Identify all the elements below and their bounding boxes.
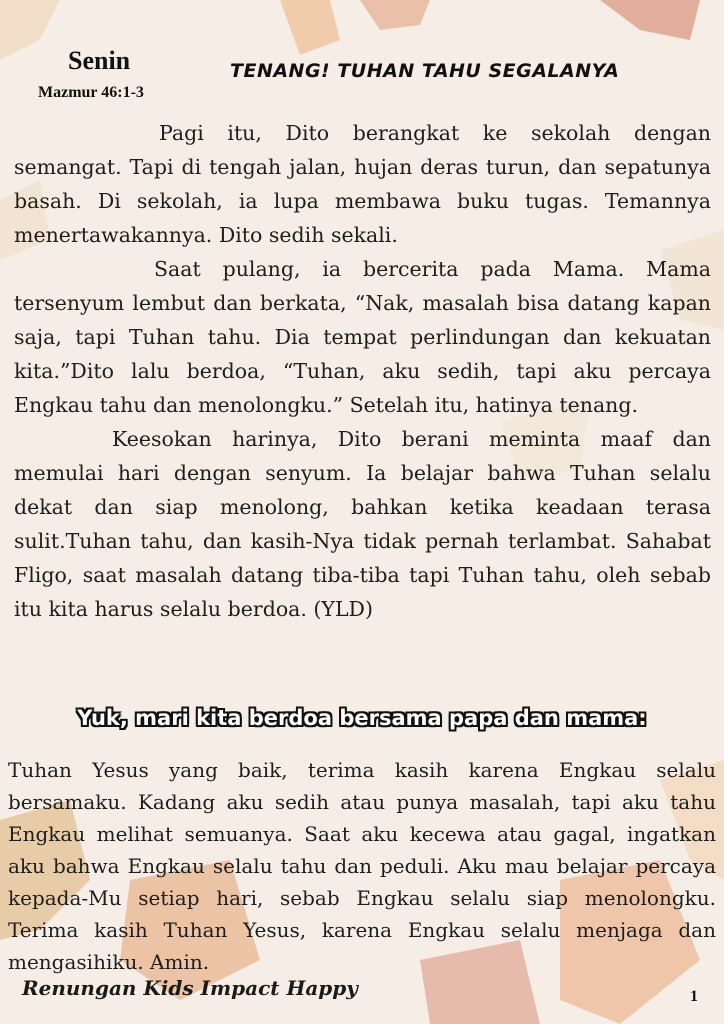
day-label: Senin xyxy=(68,46,131,75)
footer-brand: Renungan Kids Impact Happy xyxy=(22,976,358,1000)
story-paragraph: Keesokan harinya, Dito berani meminta maaf dan memulai hari dengan senyum. Ia belajar bahwa Tuhan selalu dekat dan siap menolong, bahkan ketika keadaan terasa sulit.Tuhan tahu, dan kasih-Nya tidak pernah terlambat. Sahabat Fligo, saat masalah datang tiba-tiba tapi Tuhan tahu, oleh sebab itu kita harus selalu berdoa. (YLD) xyxy=(14,427,711,621)
prayer-body xyxy=(8,754,716,978)
story-paragraph: Saat pulang, ia bercerita pada Mama. Mama tersenyum lembut dan berkata, “Nak, masalah bisa datang kapan saja, tapi Tuhan tahu. Dia tempat perlindungan dan kekuatan kita.”Dito lalu berdoa, “Tuhan, aku sedih, tapi aku percaya Engkau tahu dan menolongku.” Setelah itu, hatinya tenang. xyxy=(14,257,711,417)
prayer-heading: Yuk, mari kita berdoa bersama papa dan mama: xyxy=(77,706,647,730)
prayer-text: Tuhan Yesus yang baik, terima kasih karena Engkau selalu bersamaku. Kadang aku sedih atau punya masalah, tapi aku tahu Engkau melihat semuanya. Saat aku kecewa atau gagal, ingatkan aku bahwa Engkau selalu tahu dan peduli. Aku mau belajar percaya kepada-Mu setiap hari, sebab Engkau selalu siap menolongku. Terima kasih Tuhan Yesus, karena Engkau selalu menjaga dan mengasihiku. Amin. xyxy=(8,758,716,974)
scripture-reference: Mazmur 46:1-3 xyxy=(38,84,144,101)
page-title: TENANG! TUHAN TAHU SEGALANYA xyxy=(230,60,620,82)
page-number: 1 xyxy=(690,988,698,1005)
story-paragraph: Pagi itu, Dito berangkat ke sekolah dengan semangat. Tapi di tengah jalan, hujan deras turun, dan sepatunya basah. Di sekolah, ia lupa membawa buku tugas. Temannya menertawakannya. Dito sedih sekali. xyxy=(14,121,711,247)
story-body xyxy=(14,116,711,626)
